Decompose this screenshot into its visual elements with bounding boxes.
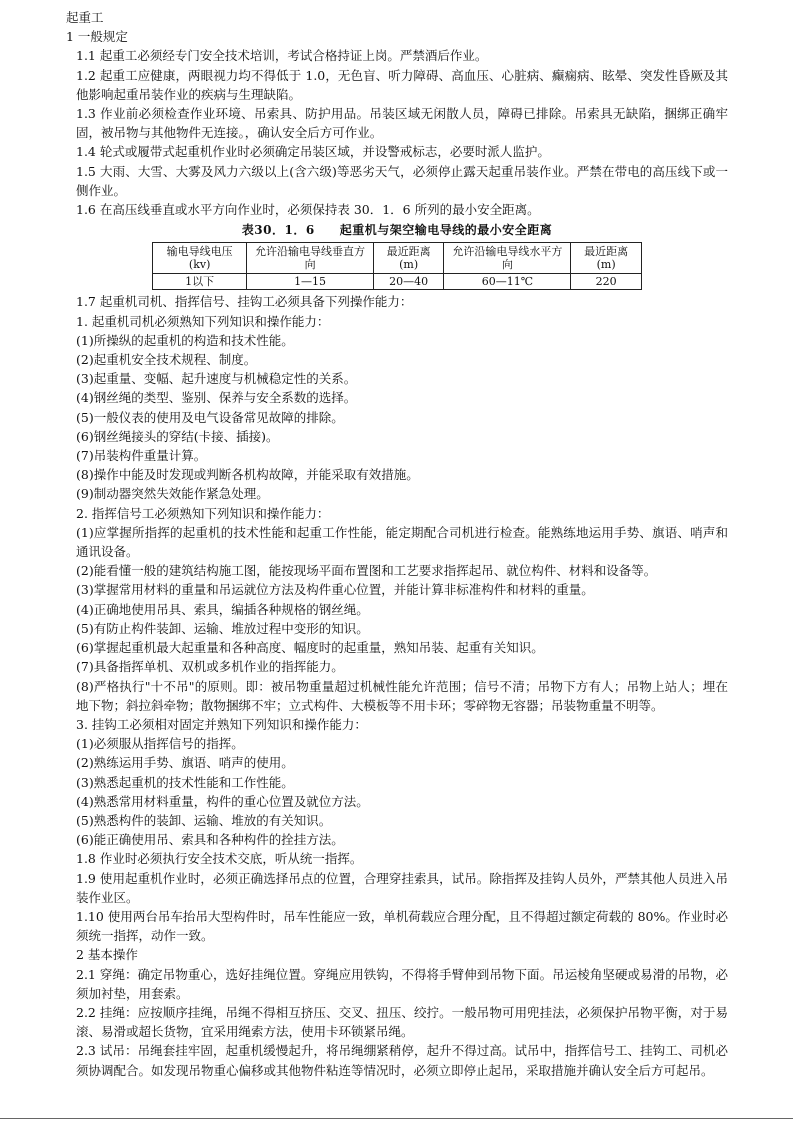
paragraph-line: (5)一般仪表的使用及电气设备常见故障的排除。 bbox=[76, 409, 344, 425]
section-heading: 1 一般规定 bbox=[66, 29, 128, 45]
paragraph-line: 1. 起重机司机必须熟知下列知识和操作能力： bbox=[76, 313, 330, 329]
table-header-cell: 允许沿输电导线水平方向 bbox=[444, 243, 571, 274]
paragraph-line: 1.2 起重工应健康，两眼视力均不得低于 1.0，无色盲、听力障碍、高血压、心脏病、癫痫病、眩晕、突发性昏厥及其他影响起重吊装作业的疾病与生理缺陷。 bbox=[76, 67, 728, 102]
paragraph-line: 1.10 使用两台吊车抬吊大型构件时，吊车性能应一致，单机荷载应合理分配，且不得超过额定荷载的 80%。作业时必须统一指挥，动作一致。 bbox=[76, 908, 728, 944]
paragraph-block-operations bbox=[66, 292, 728, 1079]
paragraph-line: (2)起重机安全技术规程、制度。 bbox=[76, 352, 257, 368]
paragraph-line: 1.9 使用起重机作业时，必须正确选择吊点的位置，合理穿挂索具，试吊。除指挥及挂钩人员外，严禁其他人员进入吊装作业区。 bbox=[76, 870, 728, 905]
paragraph-line: (1)所操纵的起重机的构造和技术性能。 bbox=[76, 332, 294, 348]
paragraph-line: (3)熟悉起重机的技术性能和工作性能。 bbox=[76, 774, 294, 790]
distance-table-section bbox=[66, 221, 728, 290]
table-header-cell: 允许沿输电导线垂直方向 bbox=[247, 243, 374, 274]
paragraph-line: 1.5 大雨、大雪、大雾及风力六级以上(含六级)等恶劣天气，必须停止露天起重吊装作业。严禁在带电的高压线下或一侧作业。 bbox=[76, 163, 728, 198]
paragraph-line: (2)熟练运用手势、旗语、哨声的使用。 bbox=[76, 755, 294, 771]
paragraph-line: 1.6 在高压线垂直或水平方向作业时，必须保持表 30．1．6 所列的最小安全距离。 bbox=[76, 202, 540, 218]
paragraph-line: (5)有防止构件装卸、运输、堆放过程中变形的知识。 bbox=[76, 620, 369, 636]
table-row bbox=[153, 274, 642, 290]
paragraph-line: (4)正确地使用吊具、索具，编插各种规格的钢丝绳。 bbox=[76, 601, 369, 617]
table-header-cell: 输电导线电压(kv) bbox=[153, 243, 247, 274]
table-cell: 20—40 bbox=[373, 274, 444, 290]
paragraph-line: (5)熟悉构件的装卸、运输、堆放的有关知识。 bbox=[76, 812, 332, 828]
table-cell: 220 bbox=[571, 274, 642, 290]
paragraph-line: (9)制动器突然失效能作紧急处理。 bbox=[76, 486, 269, 502]
paragraph-line: (1)应掌握所指挥的起重机的技术性能和起重工作性能，能定期配合司机进行检查。能熟练地运用手势、旗语、哨声和通讯设备。 bbox=[76, 524, 728, 560]
paragraph-line: (3)掌握常用材料的重量和吊运就位方法及构件重心位置，并能计算非标准构件和材料的重量。 bbox=[76, 582, 594, 598]
paragraph-line: 3. 挂钩工必须相对固定并熟知下列知识和操作能力： bbox=[76, 716, 367, 732]
paragraph-line: 1.3 作业前必须检查作业环境、吊索具、防护用品。吊装区域无闲散人员，障碍已排除。吊索具无缺陷，捆绑正确牢固，被吊物与其他物件无连接。，确认安全后方可作业。 bbox=[76, 106, 728, 141]
paragraph-line: 1.1 起重工必须经专门安全技术培训，考试合格持证上岗。严禁酒后作业。 bbox=[76, 48, 488, 64]
table-header-row bbox=[153, 243, 642, 274]
table-header-cell: 最近距离(m) bbox=[373, 243, 444, 274]
paragraph-line: 2.2 挂绳：应按顺序挂绳，吊绳不得相互挤压、交叉、扭压、绞拧。一般吊物可用兜挂法，必须保护吊物平衡，对于易滚、易滑或超长货物，宜采用绳索方法，使用卡环锁紧吊绳。 bbox=[76, 1004, 728, 1040]
document-title: 起重工 bbox=[66, 10, 104, 25]
paragraph-line: (7)具备指挥单机、双机或多机作业的指挥能力。 bbox=[76, 659, 344, 675]
paragraph-line: 1.4 轮式或履带式起重机作业时必须确定吊装区域，并设警戒标志，必要时派人监护。 bbox=[76, 144, 550, 160]
page-bottom-rule bbox=[0, 1118, 793, 1119]
table-header-cell: 最近距离(m) bbox=[571, 243, 642, 274]
paragraph-line: (8)严格执行"十不吊"的原则。即：被吊物重量超过机械性能允许范围；信号不清；吊物下方有人；吊物上站人；埋在地下物；斜拉斜牵物；散物捆绑不牢；立式构件、大模板等不用卡环；零碎物无容器；吊装物重量不明等。 bbox=[76, 678, 728, 713]
table-cell: 1—15 bbox=[247, 274, 374, 290]
safety-distance-table bbox=[152, 242, 642, 290]
paragraph-line: (6)能正确使用吊、索具和各种构件的拴挂方法。 bbox=[76, 832, 344, 848]
paragraph-line: (2)能看懂一般的建筑结构施工图，能按现场平面布置图和工艺要求指挥起吊、就位构件、材料和设备等。 bbox=[76, 563, 657, 579]
paragraph-line: (6)钢丝绳接头的穿结(卡接、插接)。 bbox=[76, 428, 279, 444]
table-cell: 1以下 bbox=[153, 274, 247, 290]
paragraph-line: (7)吊装构件重量计算。 bbox=[76, 448, 207, 464]
paragraph-line: 2 基本操作 bbox=[76, 947, 138, 963]
table-title: 表30．1．6 起重机与架空输电导线的最小安全距离 bbox=[241, 223, 553, 238]
paragraph-line: (8)操作中能及时发现或判断各机构故障，并能采取有效措施。 bbox=[76, 467, 419, 483]
paragraph-line: 2. 指挥信号工必须熟知下列知识和操作能力： bbox=[76, 505, 330, 521]
paragraph-line: (6)掌握起重机最大起重量和各种高度、幅度时的起重量，熟知吊装、起重有关知识。 bbox=[76, 640, 544, 656]
paragraph-block-general bbox=[66, 46, 728, 219]
paragraph-line: (3)起重量、变幅、起升速度与机械稳定性的关系。 bbox=[76, 371, 357, 387]
paragraph-line: 1.8 作业时必须执行安全技术交底，听从统一指挥。 bbox=[76, 851, 363, 867]
paragraph-line: (1)必须服从指挥信号的指挥。 bbox=[76, 736, 244, 752]
paragraph-line: 2.3 试吊：吊绳套挂牢固，起重机缓慢起升，将吊绳绷紧稍停，起升不得过高。试吊中，指挥信号工、挂钩工、司机必须协调配合。如发现吊物重心偏移或其他物件粘连等情况时，必须立即停止起吊，采取措施并确认安全后方可起吊。 bbox=[76, 1043, 728, 1078]
paragraph-line: (4)熟悉常用材料重量，构件的重心位置及就位方法。 bbox=[76, 793, 369, 809]
document-page bbox=[66, 8, 728, 1080]
table-cell: 60—11℃ bbox=[444, 274, 571, 290]
paragraph-line: (4)钢丝绳的类型、鉴别、保养与安全系数的选择。 bbox=[76, 390, 357, 406]
paragraph-line: 1.7 起重机司机、指挥信号、挂钩工必须具备下列操作能力： bbox=[76, 294, 413, 310]
paragraph-line: 2.1 穿绳：确定吊物重心，选好挂绳位置。穿绳应用铁钩，不得将手臂伸到吊物下面。吊运棱角坚硬或易滑的吊物，必须加衬垫，用套索。 bbox=[76, 966, 728, 1001]
